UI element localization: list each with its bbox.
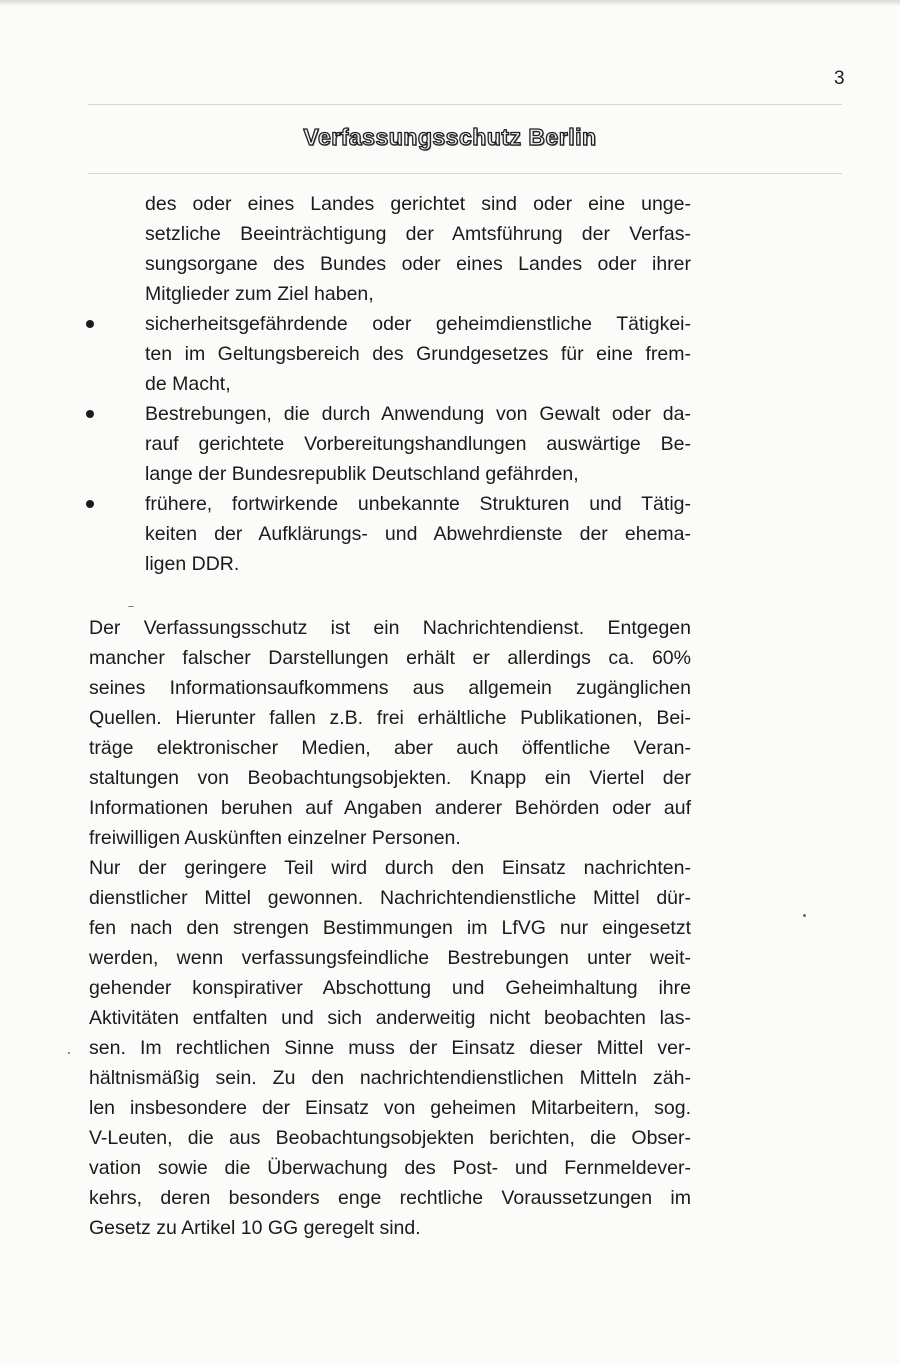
scan-speck (68, 1052, 70, 1054)
scan-edge-shadow (0, 0, 900, 6)
text-line: len insbesondere der Einsatz von geheimen Mitarbeitern, sog. (89, 1097, 691, 1119)
text-line: staltungen von Beobachtungsobjekten. Knapp ein Viertel der (89, 767, 691, 789)
text-line: werden, wenn verfassungsfeindliche Bestrebungen unter weit- (89, 947, 691, 969)
scan-speck (803, 914, 806, 917)
text-line: dienstlicher Mittel gewonnen. Nachrichtendienstliche Mittel dür- (89, 887, 691, 909)
bullet-marker (86, 500, 94, 508)
text-line: Nur der geringere Teil wird durch den Einsatz nachrichten- (89, 857, 691, 879)
text-line: hältnismäßig sein. Zu den nachrichtendienstlichen Mitteln zäh- (89, 1067, 691, 1089)
scan-speck (128, 606, 134, 607)
text-line: keiten der Aufklärungs- und Abwehrdienste der ehema- (145, 523, 691, 545)
text-line: des oder eines Landes gerichtet sind oder eine unge- (145, 193, 691, 215)
body-paragraphs (89, 613, 691, 1243)
bullet-item (145, 309, 691, 399)
text-line: frühere, fortwirkende unbekannte Strukturen und Tätig- (145, 493, 691, 515)
text-line: Quellen. Hierunter fallen z.B. frei erhältliche Publikationen, Bei- (89, 707, 691, 729)
bullet-item (145, 399, 691, 489)
text-line: mancher falscher Darstellungen erhält er allerdings ca. 60% (89, 647, 691, 669)
bullet-marker (86, 320, 94, 328)
text-line: Aktivitäten entfalten und sich anderweitig nicht beobachten las- (89, 1007, 691, 1029)
text-line: Informationen beruhen auf Angaben anderer Behörden oder auf (89, 797, 691, 819)
list-continuation (145, 189, 691, 309)
text-line: Gesetz zu Artikel 10 GG geregelt sind. (89, 1217, 421, 1239)
text-line: Bestrebungen, die durch Anwendung von Gewalt oder da- (145, 403, 691, 425)
text-line: de Macht, (145, 373, 231, 395)
header-rule-top (88, 104, 842, 105)
text-line: seines Informationsaufkommens aus allgemein zugänglichen (89, 677, 691, 699)
text-line: V-Leuten, die aus Beobachtungsobjekten berichten, die Obser- (89, 1127, 691, 1149)
text-line: sungsorgane des Bundes oder eines Landes oder ihrer (145, 253, 691, 275)
text-line: lange der Bundesrepublik Deutschland gefährden, (145, 463, 579, 485)
text-line: setzliche Beeinträchtigung der Amtsführung der Verfas- (145, 223, 691, 245)
bullet-item (145, 489, 691, 579)
running-title: Verfassungsschutz Berlin (303, 124, 597, 150)
paragraph-information-sources (89, 613, 691, 853)
text-line: freiwilligen Auskünften einzelner Personen. (89, 827, 461, 849)
text-line: träge elektronischer Medien, aber auch öffentliche Veran- (89, 737, 691, 759)
text-line: gehender konspirativer Abschottung und Geheimhaltung ihre (89, 977, 691, 999)
text-line: sen. Im rechtlichen Sinne muss der Einsatz dieser Mittel ver- (89, 1037, 691, 1059)
text-line: rauf gerichtete Vorbereitungshandlungen auswärtige Be- (145, 433, 691, 455)
text-line: Der Verfassungsschutz ist ein Nachrichtendienst. Entgegen (89, 617, 691, 639)
text-line: fen nach den strengen Bestimmungen im LfVG nur eingesetzt (89, 917, 691, 939)
text-line: ten im Geltungsbereich des Grundgesetzes für eine frem- (145, 343, 691, 365)
text-line: kehrs, deren besonders enge rechtliche Voraussetzungen im (89, 1187, 691, 1209)
paragraph-intelligence-means (89, 853, 691, 1243)
bullet-marker (86, 410, 94, 418)
text-line: ligen DDR. (145, 553, 240, 575)
page-number: 3 (834, 68, 845, 89)
text-line: vation sowie die Überwachung des Post- und Fernmeldever- (89, 1157, 691, 1179)
text-line: Mitglieder zum Ziel haben, (145, 283, 374, 305)
header-rule-bottom (88, 173, 842, 174)
list-section (145, 189, 691, 579)
text-line: sicherheitsgefährdende oder geheimdienstliche Tätigkei- (145, 313, 691, 335)
